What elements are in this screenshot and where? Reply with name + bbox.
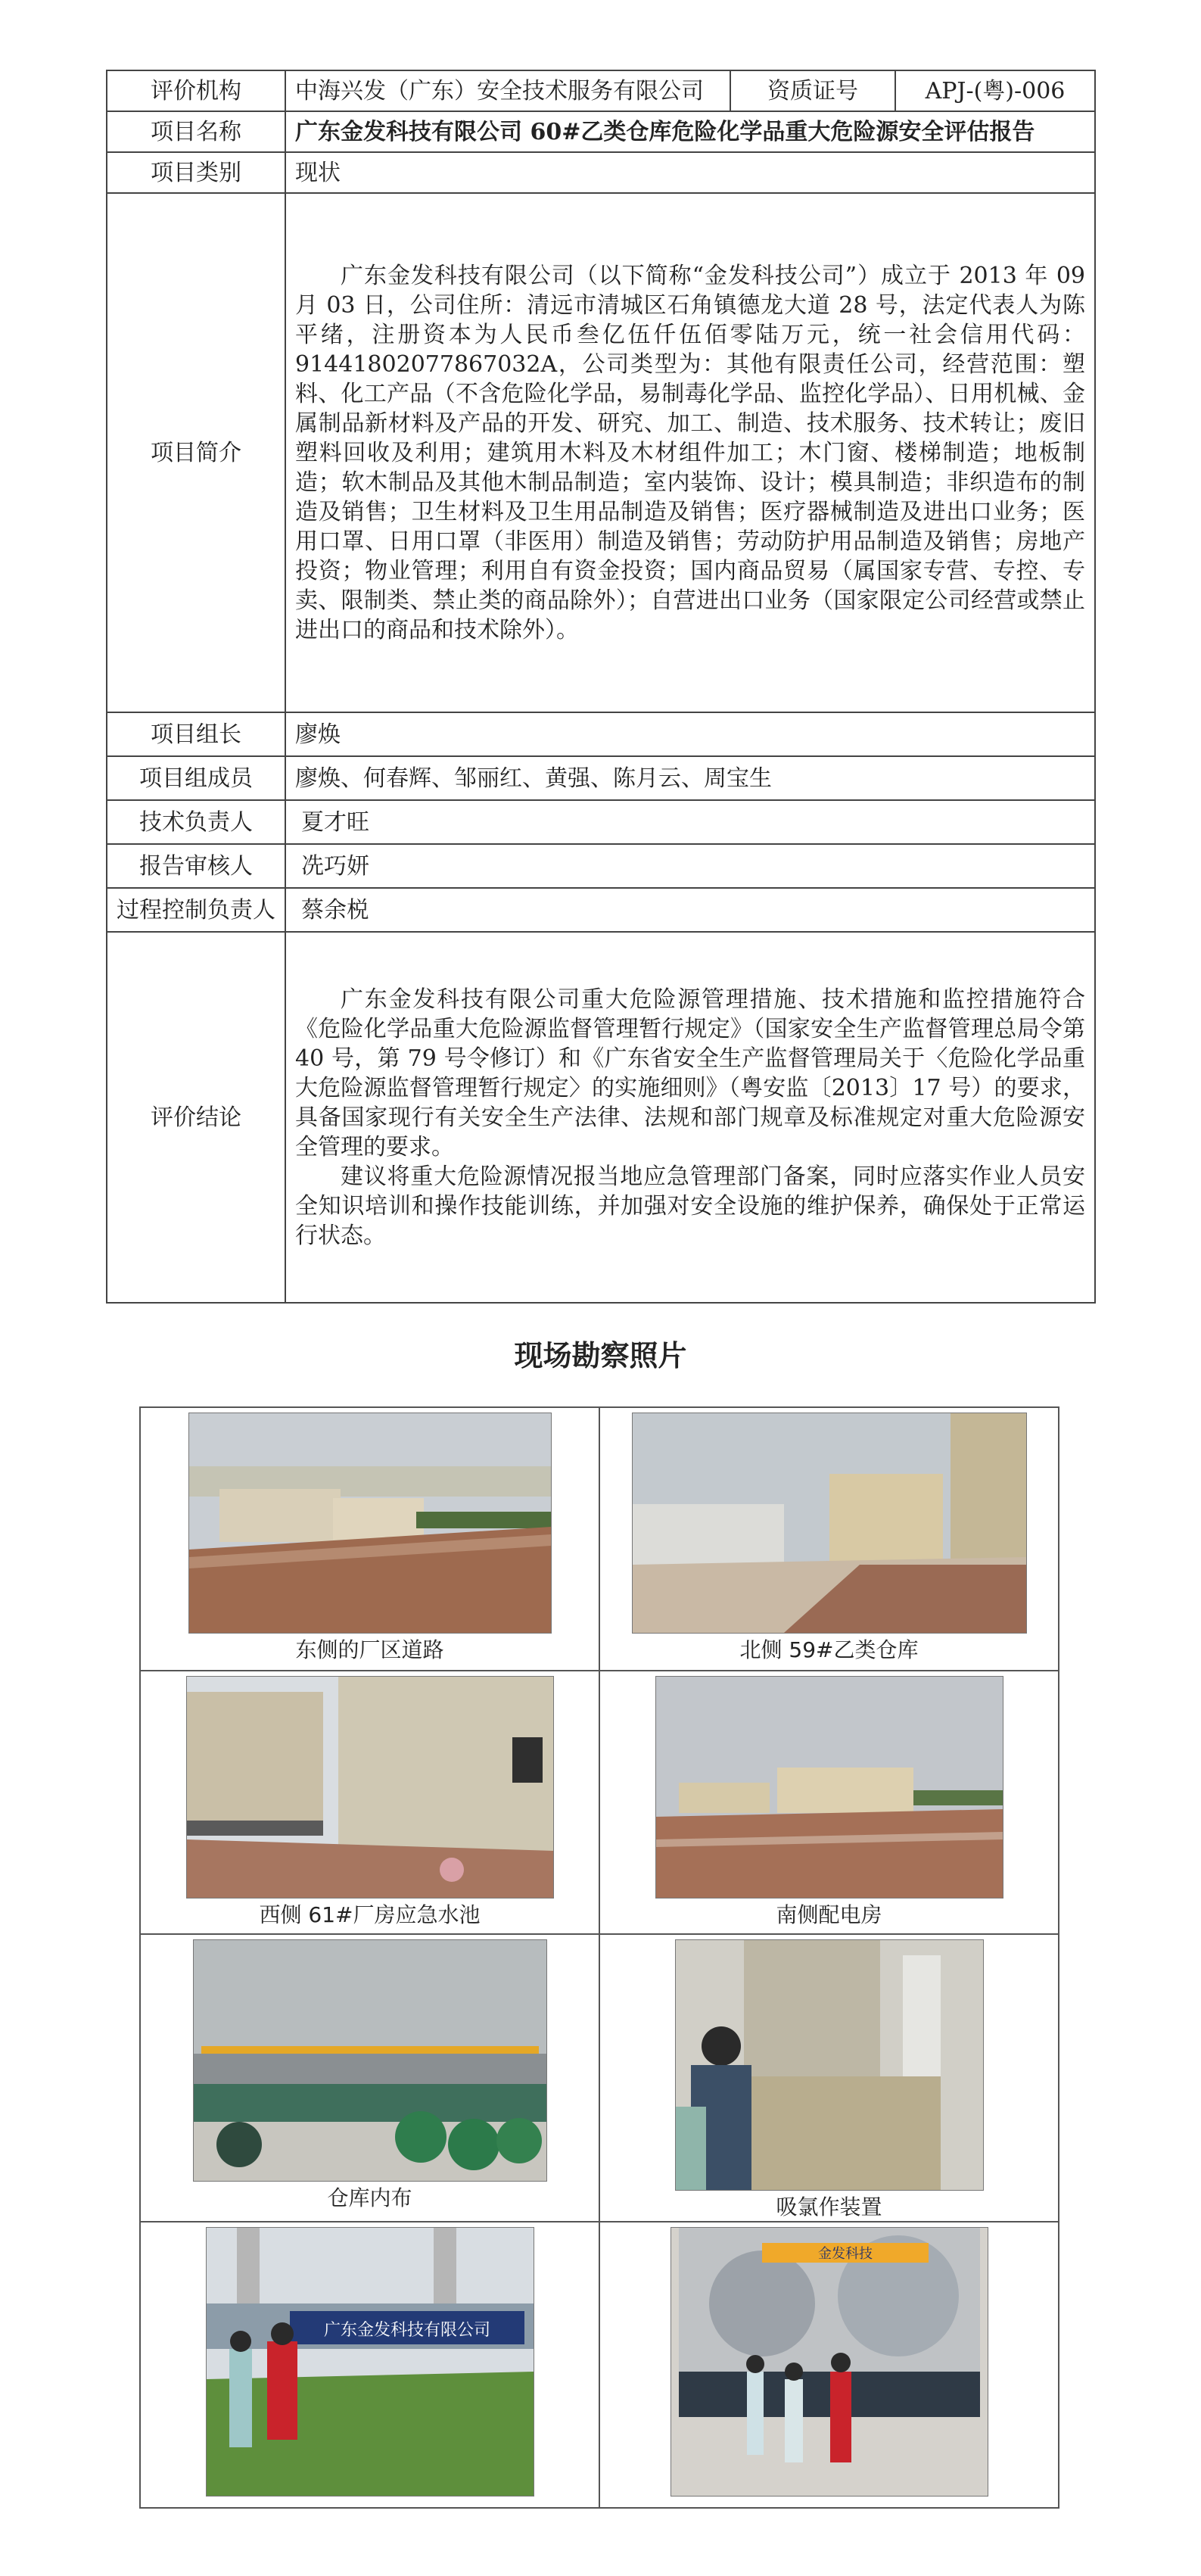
intro-text: 广东金发科技有限公司（以下简称“金发科技公司”）成立于 2013 年 09 月 03 日，公司住所：清远市清城区石角镇德龙大道 28 号，法定代表人为陈平绪，注册资本为人民币叁亿伍仟伍佰零陆万元，统一社会信用代码：91441802077867032A，公司类型为：其他有限责任公司，经营范围：塑料、化工产品（不含危险化学品，易制毒化学品、监控化学品）、日用机械、金属制品新材料及产品的开发、研究、加工、制造、技术服务、技术转让；废旧塑料回收及利用；建筑用木料及木材组件加工；木门窗、楼梯制造；地板制造；软木制品及其他木制品制造；室内装饰、设计；模具制造；非织造布的制造及销售；卫生材料及卫生用品制造及销售；医疗器械制造及进出口业务；医用口罩、日用口罩（非医用）制造及销售；劳动防护用品制造及销售；房地产投资；物业管理；利用自有资金投资；国内商品贸易（属国家专营、专控、专卖、限制类、禁止类的商品除外）；自营进出口业务（国家限定公司经营或禁止进出口的商品和技术除外）。 (295, 262, 1085, 643)
tech-value: 夏才旺 (285, 800, 1095, 844)
intro-cell (285, 193, 1095, 712)
photo-grid (139, 1406, 1059, 2509)
photo-cell-7 (140, 2222, 599, 2508)
review-value: 冼巧妍 (285, 844, 1095, 888)
project-name: 广东金发科技有限公司 60#乙类仓库危险化学品重大危险源安全评估报告 (285, 111, 1095, 152)
photo-entrance-sign (206, 2227, 534, 2497)
lobby-logo-text: 金发科技 (817, 2246, 873, 2262)
name-label: 项目名称 (107, 111, 285, 152)
photo-cell-6 (599, 1934, 1059, 2222)
org-value: 中海兴发（广东）安全技术服务有限公司 (285, 70, 730, 111)
cert-label: 资质证号 (730, 70, 895, 111)
photo-lobby-wall (671, 2227, 988, 2497)
photo-cell-3 (140, 1671, 599, 1934)
leader-value: 廖焕 (285, 712, 1095, 756)
photo-north-warehouse (632, 1413, 1027, 1634)
cert-value: APJ-(粤)-006 (895, 70, 1095, 111)
photo-cell-1 (140, 1407, 599, 1671)
review-label: 报告审核人 (107, 844, 285, 888)
members-value: 廖焕、何春辉、邹丽红、黄强、陈月云、周宝生 (285, 756, 1095, 800)
org-label: 评价机构 (107, 70, 285, 111)
leader-label: 项目组长 (107, 712, 285, 756)
caption-2: 北侧 59#乙类仓库 (739, 1637, 919, 1662)
members-label: 项目组成员 (107, 756, 285, 800)
caption-1: 东侧的厂区道路 (295, 1637, 444, 1662)
photo-warehouse-inside (193, 1939, 547, 2182)
caption-5: 仓库内布 (327, 2185, 412, 2210)
photo-east-road (188, 1413, 552, 1634)
photo-cell-2 (599, 1407, 1059, 1671)
photo-cell-8 (599, 2222, 1059, 2508)
caption-3: 西侧 61#厂房应急水池 (259, 1902, 481, 1927)
project-info-table (106, 70, 1096, 1304)
conclusion-para-1: 广东金发科技有限公司重大危险源管理措施、技术措施和监控措施符合《危险化学品重大危险源监督管理暂行规定》（国家安全生产监督管理总局令第 40 号，第 79 号令修订）和《广东省安全生产监督管理局关于〈危险化学品重大危险源监督管理暂行规定〉的实施细则》（粤安监〔2013〕17 号）的要求，具备国家现行有关安全生产法律、法规和部门规章及标准规定对重大危险源安全管理的要求。 (295, 986, 1085, 1160)
conclusion-label: 评价结论 (107, 932, 285, 1303)
photos-title: 现场勘察照片 (514, 1339, 687, 1372)
conclusion-para-2: 建议将重大危险源情况报当地应急管理部门备案，同时应落实作业人员安全知识培训和操作技能训练，并加强对安全设施的维护保养，确保处于正常运行状态。 (295, 1163, 1085, 1249)
tech-label: 技术负责人 (107, 800, 285, 844)
sign-company-name: 广东金发科技有限公司 (323, 2321, 490, 2340)
photo-cell-5 (140, 1934, 599, 2222)
intro-label: 项目简介 (107, 193, 285, 712)
process-value: 蔡余棁 (285, 888, 1095, 932)
photo-south-substation (655, 1676, 1003, 1899)
type-label: 项目类别 (107, 152, 285, 193)
process-label: 过程控制负责人 (107, 888, 285, 932)
project-type: 现状 (285, 152, 1095, 193)
conclusion-cell (285, 932, 1095, 1303)
photo-absorption-device (675, 1939, 984, 2191)
caption-6: 吸氯作装置 (776, 2194, 882, 2219)
photo-cell-4 (599, 1671, 1059, 1934)
caption-4: 南侧配电房 (776, 1902, 882, 1927)
photo-west-pool (186, 1676, 554, 1899)
